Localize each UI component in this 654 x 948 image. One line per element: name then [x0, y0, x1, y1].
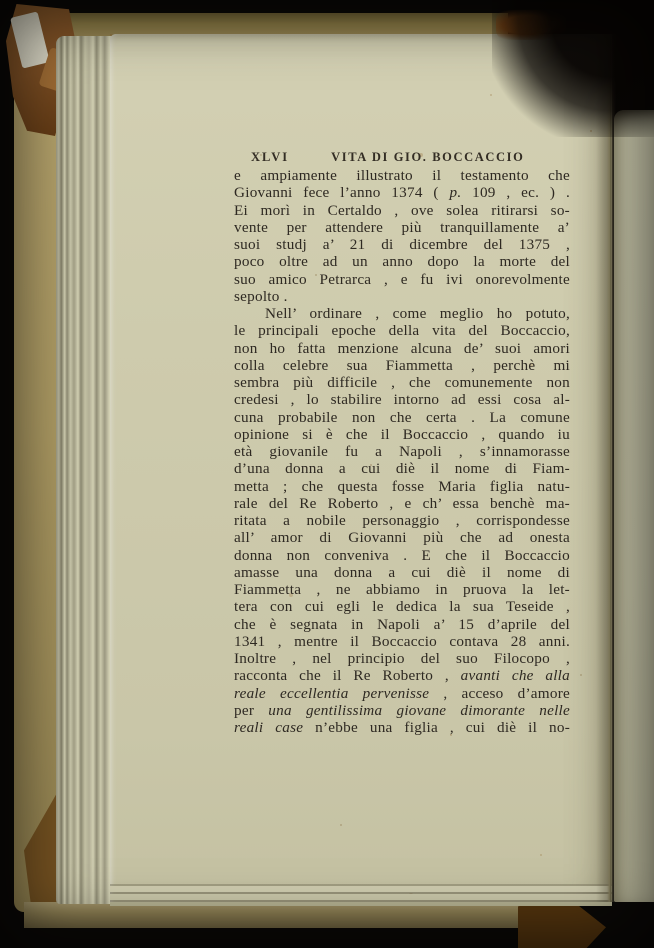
- body-text: 109 , ec. ) .: [461, 184, 570, 202]
- text-line: [234, 547, 570, 564]
- text-line: [234, 495, 570, 512]
- text-block: [234, 167, 570, 736]
- body-text: credesi , lo stabilire intorno ad essi cosa al-: [234, 391, 570, 409]
- body-text: e ampiamente illustrato il testamento che: [234, 167, 570, 184]
- top-right-shadow: [492, 0, 654, 137]
- body-text: n’ebbe una figlia , cui diè il no-: [303, 719, 570, 736]
- page-edges-bottom: [110, 876, 612, 906]
- body-text: 1341 , mentre il Boccaccio contava 28 anni.: [234, 632, 570, 650]
- body-text: poco oltre ad un anno dopo la morte del: [234, 253, 570, 271]
- text-line: [234, 460, 570, 477]
- text-line: [234, 443, 570, 460]
- text-line: [234, 167, 570, 184]
- body-text: opinione si è che il Boccaccio , quando iu: [234, 425, 570, 443]
- text-line: [234, 598, 570, 615]
- book-cover-left-edge: [14, 28, 62, 912]
- body-text: le principali epoche della vita del Boccaccio,: [234, 322, 570, 340]
- text-line: [234, 512, 570, 529]
- body-text: suoi studj a’ 21 di dicembre del 1375 ,: [234, 236, 570, 253]
- text-line: [234, 409, 570, 426]
- page-edges-left: [56, 36, 114, 904]
- page-number: XLVI: [251, 150, 290, 164]
- body-text: racconta che il Re Roberto ,: [234, 667, 461, 685]
- facing-page-sliver: [614, 110, 654, 902]
- body-text: Inoltre , nel principio del suo Filocopo ,: [234, 650, 570, 667]
- body-text: cuna probabile non che certa . La comune: [234, 408, 570, 426]
- text-line: [234, 667, 570, 684]
- text-line: [234, 236, 570, 253]
- body-text: rale del Re Roberto , e ch’ essa benchè ma-: [234, 494, 570, 512]
- text-line: [234, 581, 570, 598]
- body-text: vente per attendere più tranquillamente a’: [234, 218, 570, 236]
- text-line: [234, 650, 570, 667]
- text-line: [234, 357, 570, 374]
- body-text: Fiammetta , ne abbiamo in pruova la let-: [234, 581, 570, 598]
- text-line: [234, 478, 570, 495]
- text-line: [234, 702, 570, 719]
- book-cover-top-edge: [54, 13, 508, 36]
- body-text: che è segnata in Napoli a’ 15 d’aprile del: [234, 615, 570, 633]
- body-text: colla celebre sua Fiammetta , perchè mi: [234, 356, 570, 374]
- body-text: tera con cui egli le dedica la sua Teseide ,: [234, 598, 570, 616]
- body-text: suo amico Petrarca , e fu ivi onorevolmente: [234, 270, 570, 288]
- body-text: donna non conveniva . E che il Boccaccio: [234, 546, 570, 564]
- italic-text: reale eccellentia pervenisse: [234, 684, 430, 702]
- text-line: [234, 271, 570, 288]
- text-line: [234, 253, 570, 270]
- body-text: sembra più difficile , che comunemente non: [234, 374, 570, 391]
- body-text: Ei morì in Certaldo , ove solea ritirarsi so-: [234, 201, 570, 219]
- text-line: [234, 426, 570, 443]
- body-text: Nell’ ordinare , come meglio ho potuto,: [265, 305, 570, 322]
- body-text: Giovanni fece l’anno 1374 (: [234, 184, 450, 202]
- body-text: d’una donna a cui diè il nome di Fiam-: [234, 460, 570, 478]
- italic-text: avanti che alla: [460, 667, 570, 685]
- italic-text: p.: [449, 184, 462, 202]
- running-title: VITA DI GIO. BOCCACCIO: [331, 150, 525, 164]
- text-line: [234, 529, 570, 546]
- text-line: [234, 340, 570, 357]
- text-line: [234, 184, 570, 201]
- text-line: [234, 616, 570, 633]
- body-text: per: [234, 701, 269, 719]
- paper-speckles: [110, 34, 112, 36]
- text-line: [234, 564, 570, 581]
- text-line: [234, 288, 570, 305]
- italic-text: una gentilissima giovane dimorante nelle: [268, 701, 570, 719]
- text-line: [234, 202, 570, 219]
- text-line: [234, 374, 570, 391]
- italic-text: reali case: [234, 719, 304, 736]
- text-line: [234, 719, 570, 736]
- body-text: età giovanile fu a Napoli , s’innamorasse: [234, 443, 570, 460]
- text-line: [234, 322, 570, 339]
- body-text: , acceso d’amore: [429, 684, 570, 702]
- body-text: all’ amor di Giovanni più che ad onesta: [234, 529, 570, 547]
- gutter-crease: [596, 34, 616, 902]
- body-text: non ho fatta menzione alcuna de’ suoi amori: [234, 339, 570, 357]
- body-text: ritata a nobile personaggio , corrispondesse: [234, 512, 570, 529]
- text-line: [234, 305, 570, 322]
- text-line: [234, 219, 570, 236]
- running-head: [234, 149, 570, 165]
- body-text: sepolto .: [234, 287, 288, 305]
- text-line: [234, 633, 570, 650]
- body-text: amasse una donna a cui diè il nome di: [234, 563, 570, 581]
- text-line: [234, 391, 570, 408]
- text-line: [234, 685, 570, 702]
- body-text: metta ; che questa fosse Maria figlia natu-: [234, 477, 570, 495]
